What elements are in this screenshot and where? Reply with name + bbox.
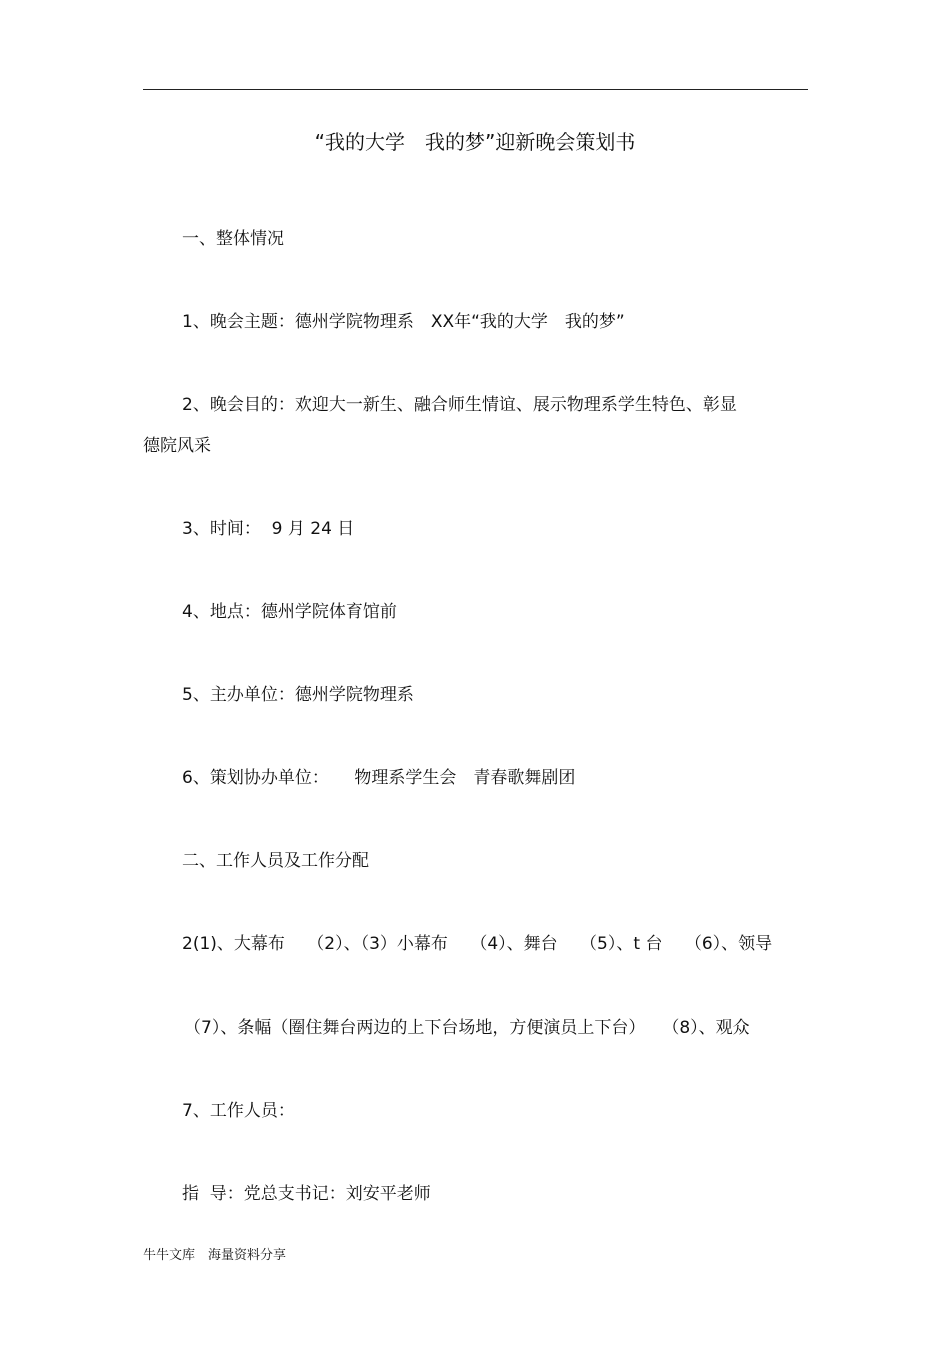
document-title: “我的大学 我的梦”迎新晚会策划书	[314, 130, 636, 154]
page-footer: 牛牛文库 海量资料分享	[143, 1248, 287, 1263]
paragraph-organizer: 5、主办单位：德州学院物理系	[182, 685, 414, 705]
header-rule	[143, 89, 808, 90]
paragraph-purpose: 2、晚会目的：欢迎大一新生、融合师生情谊、展示物理系学生特色、彰显	[182, 395, 737, 415]
paragraph-time: 3、时间： 9 月 24 日	[182, 519, 355, 539]
paragraph-location: 4、地点：德州学院体育馆前	[182, 602, 397, 622]
paragraph-purpose-continued: 德院风采	[143, 436, 211, 456]
paragraph-stage-items-continued: （7）、条幅（圈住舞台两边的上下台场地，方便演员上下台） （8）、观众	[184, 1018, 750, 1038]
paragraph-staff-heading: 7、工作人员：	[182, 1101, 295, 1121]
paragraph-stage-items: 2(1)、大幕布 （2）、（3）小幕布 （4）、舞台 （5）、t 台 （6）、领导	[182, 934, 773, 954]
paragraph-advisor: 指 导：党总支书记：刘安平老师	[182, 1184, 431, 1204]
paragraph-theme: 1、晚会主题：德州学院物理系 XX年“我的大学 我的梦”	[182, 312, 625, 332]
section-heading-overview: 一、整体情况	[182, 229, 284, 249]
paragraph-co-organizer: 6、策划协办单位： 物理系学生会 青春歌舞剧团	[182, 768, 576, 788]
section-heading-staff: 二、工作人员及工作分配	[182, 851, 369, 871]
